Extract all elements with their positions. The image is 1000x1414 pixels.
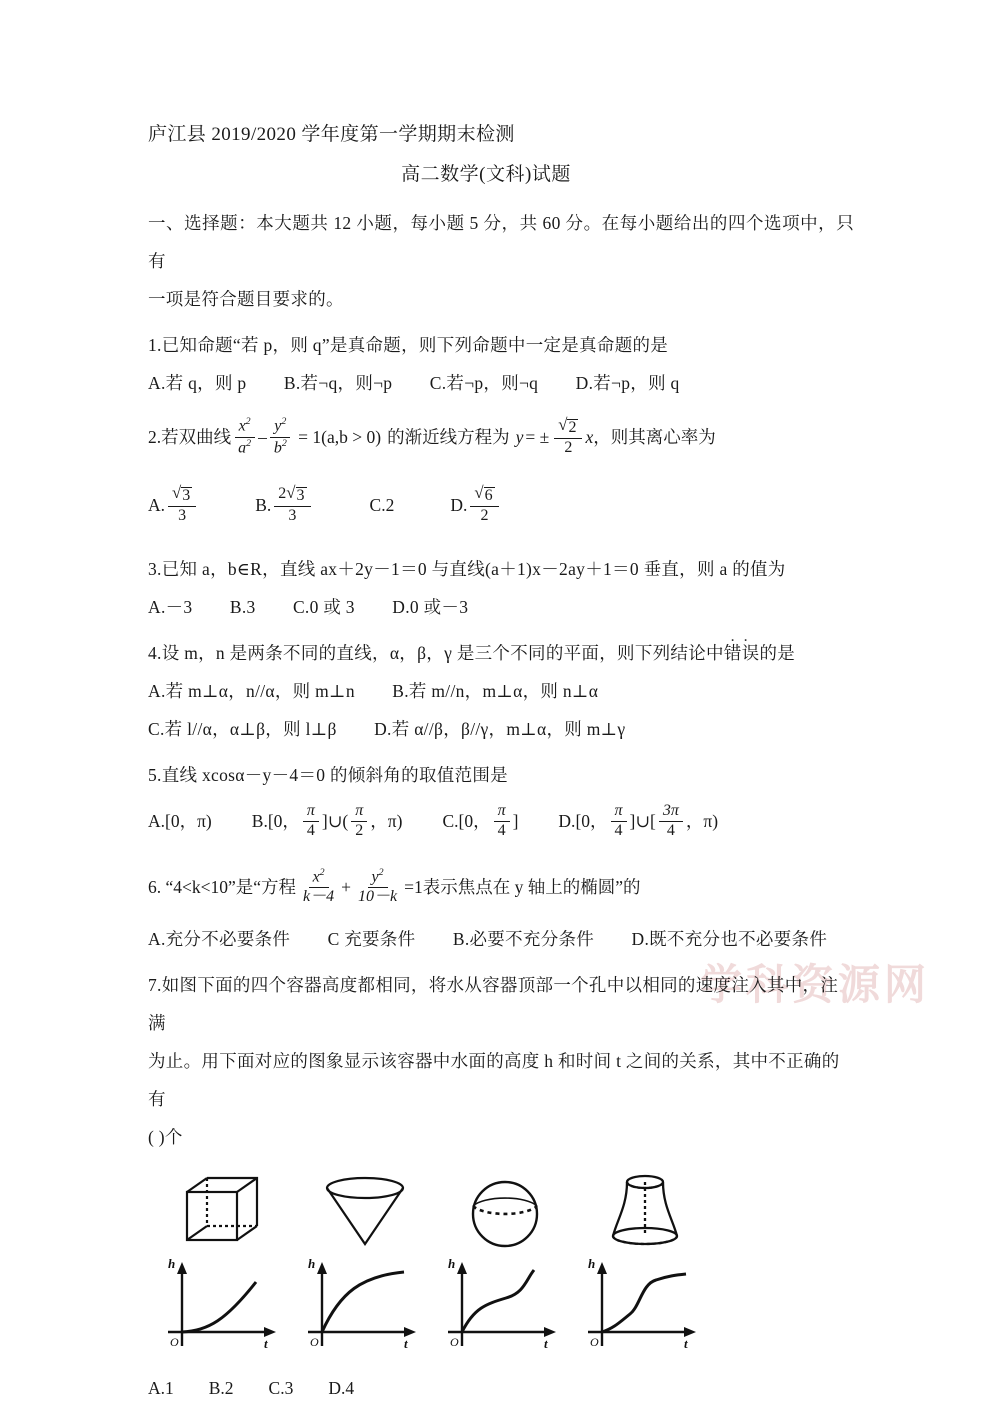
vessel-waisted-cylinder-icon bbox=[580, 1168, 710, 1250]
option-2-d-den: 2 bbox=[480, 506, 489, 524]
figure-group-3 bbox=[440, 1168, 570, 1363]
hyperbola-a-den: a bbox=[238, 438, 247, 456]
option-5-a-label: A. bbox=[148, 811, 166, 831]
graph-concave-increasing bbox=[300, 1258, 430, 1358]
asymptote-slope: √ 2 2 bbox=[554, 417, 582, 456]
option-5-b-frac-1-den: 4 bbox=[306, 821, 315, 839]
figure-group-1 bbox=[160, 1168, 290, 1363]
question-6-stem-post: 表示焦点在 y 轴上的椭圆”的 bbox=[422, 877, 641, 897]
question-2 bbox=[148, 410, 854, 532]
option-5-b-post: ，π) bbox=[370, 811, 403, 831]
question-3 bbox=[148, 550, 854, 626]
question-4-options-line-1: A.若 m⊥α，n//α，则 m⊥n B.若 m//n，m⊥α，则 n⊥α bbox=[148, 681, 599, 701]
graph-convex-increasing bbox=[160, 1258, 290, 1358]
option-5-b-frac-1 bbox=[303, 803, 319, 840]
hyperbola-b-den: b bbox=[273, 438, 282, 456]
option-5-b-label: B. bbox=[251, 811, 268, 831]
option-5-b-frac-2-den: 2 bbox=[355, 821, 364, 839]
option-5-c-pre: [0， bbox=[458, 811, 491, 831]
option-5-d-frac-2 bbox=[659, 803, 683, 840]
option-2-a-den: 3 bbox=[178, 506, 187, 524]
question-5-options bbox=[148, 794, 854, 848]
option-2-a-value: √ 3 3 bbox=[168, 485, 196, 524]
hyperbola-y-num: y bbox=[274, 417, 282, 435]
option-5-b-pre: [0， bbox=[267, 811, 300, 831]
svg-text:t: t bbox=[264, 1336, 268, 1351]
question-4-stem-pre: 4.设 m，n 是两条不同的直线，α，β，γ 是三个不同的平面，则下列结论中 bbox=[148, 643, 724, 663]
option-5-c-label: C. bbox=[442, 811, 459, 831]
question-4-stem bbox=[148, 634, 854, 672]
option-5-c-post: ] bbox=[512, 811, 519, 831]
svg-text:t: t bbox=[684, 1336, 688, 1351]
option-5-d-frac-1-num: π bbox=[611, 803, 627, 822]
figure-group-4 bbox=[580, 1168, 710, 1363]
ellipse-equals-one: =1 bbox=[404, 877, 423, 897]
option-5-d-mid: ]∪[ bbox=[629, 811, 656, 831]
asymptote-radicand: 2 bbox=[568, 418, 577, 436]
option-5-d-label: D. bbox=[558, 811, 576, 831]
option-5-d-frac-1 bbox=[611, 803, 627, 840]
ellipse-x-den: k－4 bbox=[303, 888, 335, 906]
asymptote-denominator: 2 bbox=[564, 438, 573, 456]
option-2-b-radicand: 3 bbox=[296, 486, 305, 504]
question-4-options-line-2: C.若 l//α，α⊥β，则 l⊥β D.若 α//β，β//γ，m⊥α，则 m⊥γ bbox=[148, 719, 626, 739]
instruction-line-1: 一、选择题：本大题共 12 小题，每小题 5 分，共 60 分。在每小题给出的四个选项中，只有 bbox=[148, 213, 854, 271]
question-6-stem bbox=[148, 860, 854, 914]
question-6 bbox=[148, 860, 854, 958]
watermark-text: 学科资源网 bbox=[700, 961, 931, 1008]
svg-text:h: h bbox=[588, 1258, 596, 1271]
question-3-stem: 3.已知 a，b∈R，直线 ax＋2y－1＝0 与直线(a＋1)x－2ay＋1＝0 垂直，则 a 的值为 bbox=[148, 559, 786, 579]
question-4-emphasis: 错误 .. bbox=[724, 634, 760, 672]
vessel-inverted-cone-icon bbox=[300, 1168, 430, 1250]
question-7-stem-line-1: 7.如图下面的四个容器高度都相同，将水从容器顶部一个孔中以相同的速度注入其中，注满 bbox=[148, 975, 839, 1033]
asymptote-equals: = ± bbox=[525, 427, 550, 447]
question-5-stem: 5.直线 xcosα－y－4＝0 的倾斜角的取值范围是 bbox=[148, 765, 508, 785]
svg-text:O: O bbox=[170, 1335, 179, 1349]
option-5-c-frac bbox=[494, 803, 510, 840]
question-7-options: A.1 B.2 C.3 D.4 bbox=[148, 1378, 355, 1398]
option-5-d-post: ，π) bbox=[685, 811, 719, 831]
svg-text:O: O bbox=[310, 1335, 319, 1349]
option-5-b-frac-1-num: π bbox=[303, 803, 319, 822]
option-5-a-value: [0，π) bbox=[165, 811, 212, 831]
option-2-a-label: A. bbox=[148, 495, 166, 515]
option-2-b-coef: 2 bbox=[278, 485, 287, 503]
vessel-cube-icon bbox=[160, 1168, 290, 1250]
hyperbola-x-term: $\frac{x^2}{a^2}$ bbox=[234, 417, 255, 456]
figure-group-2 bbox=[300, 1168, 430, 1363]
ellipse-x-num: x bbox=[312, 868, 320, 886]
section-instruction bbox=[148, 204, 854, 318]
hyperbola-rhs: 1(a,b > 0) bbox=[312, 427, 382, 447]
option-2-c-value: 2 bbox=[385, 495, 395, 515]
question-3-options: A.－3 B.3 C.0 或 3 D.0 或－3 bbox=[148, 597, 469, 617]
subject-title: 高二数学(文科)试题 bbox=[401, 164, 571, 185]
svg-text:h: h bbox=[448, 1258, 456, 1271]
minus-sign: – bbox=[258, 427, 267, 447]
question-6-options: A.充分不必要条件 C 充要条件 B.必要不充分条件 D.既不充分也不必要条件 bbox=[148, 929, 828, 949]
asymptote-x: x bbox=[585, 427, 594, 447]
option-5-c-frac-num: π bbox=[494, 803, 510, 822]
option-2-b-value: 2 √ 3 3 bbox=[274, 485, 310, 524]
question-6-stem-pre: 6. “4<k<10”是“方程 bbox=[148, 877, 297, 897]
question-4 bbox=[148, 634, 854, 748]
question-2-stem-pre: 2.若双曲线 bbox=[148, 427, 232, 447]
svg-text:t: t bbox=[544, 1336, 548, 1351]
svg-text:h: h bbox=[168, 1258, 176, 1271]
ellipse-y-term: $\frac{y^2}{10-k}$ bbox=[354, 868, 401, 906]
ellipse-y-den: 10－k bbox=[358, 888, 398, 906]
question-1-options: A.若 q，则 p B.若¬q，则¬p C.若¬p，则¬q D.若¬p，则 q bbox=[148, 373, 680, 393]
question-2-stem bbox=[148, 410, 854, 464]
instruction-line-2: 一项是符合题目要求的。 bbox=[148, 289, 344, 309]
option-5-b-mid: ]∪( bbox=[321, 811, 349, 831]
option-5-c-frac-den: 4 bbox=[497, 821, 506, 839]
option-5-d-frac-1-den: 4 bbox=[614, 821, 623, 839]
question-5 bbox=[148, 756, 854, 848]
option-2-a-radicand: 3 bbox=[182, 486, 191, 504]
option-2-b-label: B. bbox=[255, 495, 272, 515]
graph-sigmoid bbox=[580, 1258, 710, 1358]
option-2-d-value: √ 6 2 bbox=[470, 485, 498, 524]
document-content bbox=[148, 120, 854, 1407]
question-2-options bbox=[148, 478, 854, 532]
svg-text:O: O bbox=[590, 1335, 599, 1349]
hyperbola-y-term: $\frac{y^2}{b^2}$ bbox=[270, 417, 291, 456]
question-1-stem: 1.已知命题“若 p，则 q”是真命题，则下列命题中一定是真命题的是 bbox=[148, 335, 669, 355]
option-2-c-label: C. bbox=[369, 495, 386, 515]
option-5-d-pre: [0， bbox=[575, 811, 608, 831]
question-1 bbox=[148, 326, 854, 402]
question-7 bbox=[148, 966, 854, 1407]
option-5-b-frac-2 bbox=[351, 803, 367, 840]
svg-text:t: t bbox=[404, 1336, 408, 1351]
question-2-stem-mid: 的渐近线方程为 bbox=[387, 427, 510, 447]
option-5-b-frac-2-num: π bbox=[351, 803, 367, 822]
plus-sign: + bbox=[341, 877, 352, 897]
hyperbola-x-num: x bbox=[238, 417, 246, 435]
equals-sign: = bbox=[293, 427, 313, 447]
option-5-d-frac-2-den: 4 bbox=[666, 821, 675, 839]
question-7-figures bbox=[160, 1168, 854, 1363]
ellipse-y-num: y bbox=[371, 868, 379, 886]
graph-fast-slow-fast bbox=[440, 1258, 570, 1358]
vessel-sphere-icon bbox=[440, 1168, 570, 1250]
page-title: 庐江县 2019/2020 学年度第一学期期末检测 bbox=[148, 124, 515, 145]
svg-text:O: O bbox=[450, 1335, 459, 1349]
option-5-d-frac-2-num: 3π bbox=[659, 803, 683, 822]
ellipse-x-term: $\frac{x^2}{k-4}$ bbox=[299, 868, 338, 906]
question-2-stem-post: ，则其离心率为 bbox=[593, 427, 716, 447]
option-2-d-radicand: 6 bbox=[484, 486, 493, 504]
svg-text:h: h bbox=[308, 1258, 316, 1271]
question-7-stem-line-2: 为止。用下面对应的图象显示该容器中水面的高度 h 和时间 t 之间的关系，其中不正确的有 bbox=[148, 1051, 840, 1109]
question-4-stem-post: 的是 bbox=[759, 643, 796, 663]
option-2-d-label: D. bbox=[450, 495, 468, 515]
question-7-stem-line-3: ( )个 bbox=[148, 1127, 183, 1147]
asymptote-y: y bbox=[515, 427, 524, 447]
option-2-b-den: 3 bbox=[288, 506, 297, 524]
